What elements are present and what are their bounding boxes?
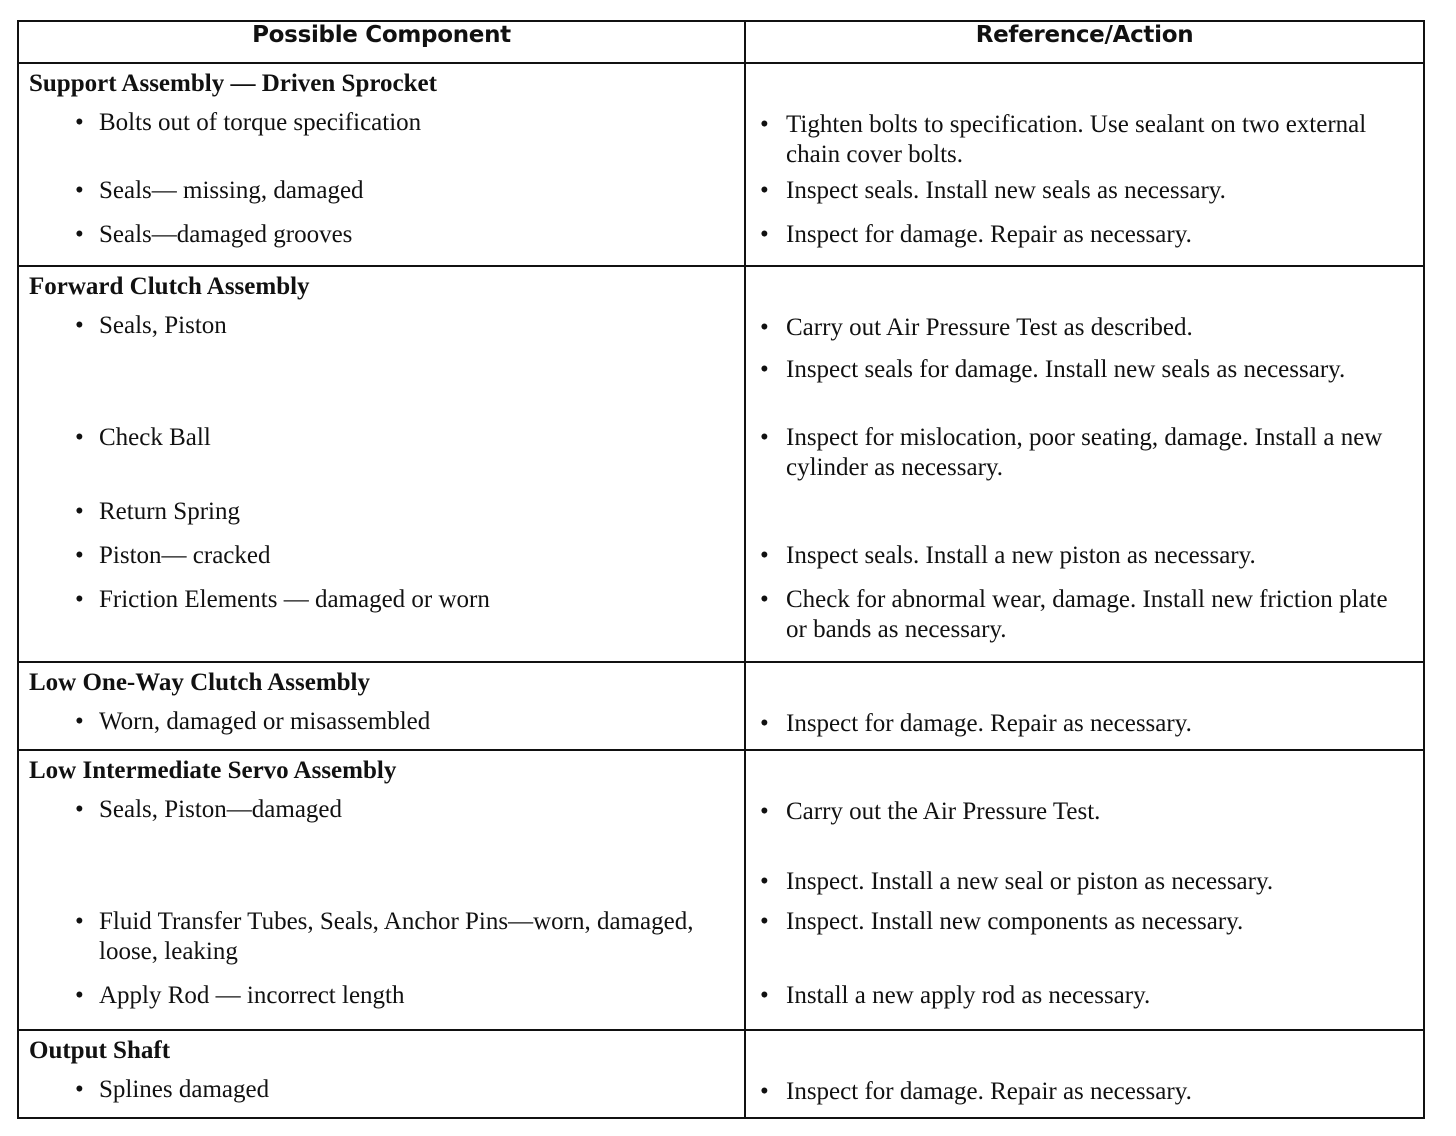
- list-item: [19, 305, 744, 423]
- action-text: Inspect for damage. Repair as necessary.: [786, 221, 1192, 248]
- list-item: [19, 907, 744, 981]
- component-text: Bolts out of torque specification: [99, 109, 422, 136]
- section-title: Forward Clutch Assembly: [29, 273, 310, 300]
- bullet-icon: •: [75, 109, 84, 136]
- list-item: [19, 102, 744, 176]
- list-item: [746, 102, 1423, 176]
- header-possible-component: Possible Component: [18, 21, 745, 63]
- bullet-icon: •: [760, 908, 769, 935]
- list-item: [746, 176, 1423, 220]
- action-cell: [745, 266, 1424, 662]
- list-item: [746, 423, 1423, 541]
- list-item: [746, 585, 1423, 645]
- section-output-shaft: [18, 1030, 1424, 1118]
- section-title: Output Shaft: [29, 1037, 171, 1064]
- bullet-icon: •: [760, 586, 769, 613]
- action-text: Inspect for mislocation, poor seating, damage. Install a new cylinder as necessary.: [786, 424, 1383, 481]
- action-text: Carry out Air Pressure Test as described.: [786, 314, 1193, 341]
- component-cell: [18, 662, 745, 750]
- list-item: [746, 1069, 1423, 1113]
- action-text: Check for abnormal wear, damage. Install new friction plate or bands as necessary.: [786, 586, 1388, 643]
- component-text: Seals— missing, damaged: [99, 177, 364, 204]
- bullet-icon: •: [75, 424, 84, 451]
- action-text: Inspect seals. Install new seals as necessary.: [786, 177, 1226, 204]
- list-item: [19, 423, 744, 497]
- list-item: [746, 907, 1423, 981]
- bullet-icon: •: [75, 1076, 84, 1103]
- bullet-icon: •: [75, 796, 84, 823]
- bullet-icon: •: [75, 221, 84, 248]
- bullet-icon: •: [760, 710, 769, 737]
- component-text: Seals—damaged grooves: [99, 221, 353, 248]
- list-item: [19, 585, 744, 645]
- action-cell: [745, 1030, 1424, 1118]
- table-header-row: [18, 21, 1424, 63]
- component-text: Apply Rod — incorrect length: [99, 982, 405, 1009]
- list-item: [19, 541, 744, 585]
- bullet-icon: •: [75, 542, 84, 569]
- bullet-icon: •: [75, 908, 84, 935]
- diagnosis-table: [17, 20, 1425, 1119]
- list-item: [19, 1069, 744, 1113]
- component-text: Piston— cracked: [99, 542, 271, 569]
- header-reference-action: Reference/Action: [745, 21, 1424, 63]
- component-text: Splines damaged: [99, 1076, 270, 1103]
- action-cell: [745, 662, 1424, 750]
- component-text: Fluid Transfer Tubes, Seals, Anchor Pins—worn, damaged, loose, leaking: [99, 908, 694, 965]
- list-item: [746, 305, 1423, 349]
- action-text: Inspect. Install new components as necessary.: [786, 908, 1244, 935]
- list-item: [746, 220, 1423, 260]
- component-text: Seals, Piston: [99, 312, 227, 339]
- list-item: [746, 981, 1423, 1021]
- bullet-icon: •: [760, 542, 769, 569]
- action-text: Inspect for damage. Repair as necessary.: [786, 710, 1192, 737]
- section-low-one-way-clutch: [18, 662, 1424, 750]
- action-text: Inspect. Install a new seal or piston as necessary.: [786, 868, 1274, 895]
- bullet-icon: •: [760, 177, 769, 204]
- list-item: [19, 701, 744, 745]
- action-text: Inspect seals for damage. Install new seals as necessary.: [786, 356, 1346, 383]
- bullet-icon: •: [75, 708, 84, 735]
- section-title: Low Intermediate Servo Assembly: [29, 757, 397, 784]
- bullet-icon: •: [760, 798, 769, 825]
- bullet-icon: •: [760, 356, 769, 383]
- bullet-icon: •: [760, 111, 769, 138]
- list-item: [746, 349, 1423, 423]
- component-text: Worn, damaged or misassembled: [99, 708, 431, 735]
- list-item: [746, 701, 1423, 745]
- component-text: Check Ball: [99, 424, 211, 451]
- action-cell: [745, 63, 1424, 266]
- component-cell: [18, 63, 745, 266]
- list-item: [19, 497, 744, 541]
- component-text: Return Spring: [99, 498, 240, 525]
- section-title: Low One-Way Clutch Assembly: [29, 669, 371, 696]
- section-low-intermediate-servo: [18, 750, 1424, 1030]
- section-title: Support Assembly — Driven Sprocket: [29, 70, 437, 97]
- bullet-icon: •: [760, 868, 769, 895]
- action-text: Tighten bolts to specification. Use sealant on two external chain cover bolts.: [786, 111, 1367, 168]
- component-cell: [18, 1030, 745, 1118]
- section-forward-clutch: [18, 266, 1424, 662]
- bullet-icon: •: [760, 982, 769, 1009]
- bullet-icon: •: [75, 498, 84, 525]
- bullet-icon: •: [75, 177, 84, 204]
- action-text: Inspect seals. Install a new piston as necessary.: [786, 542, 1256, 569]
- list-item: [746, 541, 1423, 585]
- component-cell: [18, 750, 745, 1030]
- list-item: [19, 176, 744, 220]
- action-cell: [745, 750, 1424, 1030]
- bullet-icon: •: [75, 586, 84, 613]
- list-item: [746, 789, 1423, 863]
- section-support-assembly: [18, 63, 1424, 266]
- action-text: Inspect for damage. Repair as necessary.: [786, 1078, 1192, 1105]
- bullet-icon: •: [760, 221, 769, 248]
- diagnosis-table-page: [17, 20, 1423, 1119]
- bullet-icon: •: [760, 314, 769, 341]
- component-text: Seals, Piston—damaged: [99, 796, 343, 823]
- component-text: Friction Elements — damaged or worn: [99, 586, 490, 613]
- bullet-icon: •: [75, 982, 84, 1009]
- bullet-icon: •: [760, 424, 769, 451]
- action-text: Install a new apply rod as necessary.: [786, 982, 1151, 1009]
- action-text: Carry out the Air Pressure Test.: [786, 798, 1101, 825]
- list-item: [746, 863, 1423, 907]
- bullet-icon: •: [75, 312, 84, 339]
- list-item: [19, 789, 744, 907]
- component-cell: [18, 266, 745, 662]
- list-item: [19, 981, 744, 1021]
- list-item: [19, 220, 744, 260]
- bullet-icon: •: [760, 1078, 769, 1105]
